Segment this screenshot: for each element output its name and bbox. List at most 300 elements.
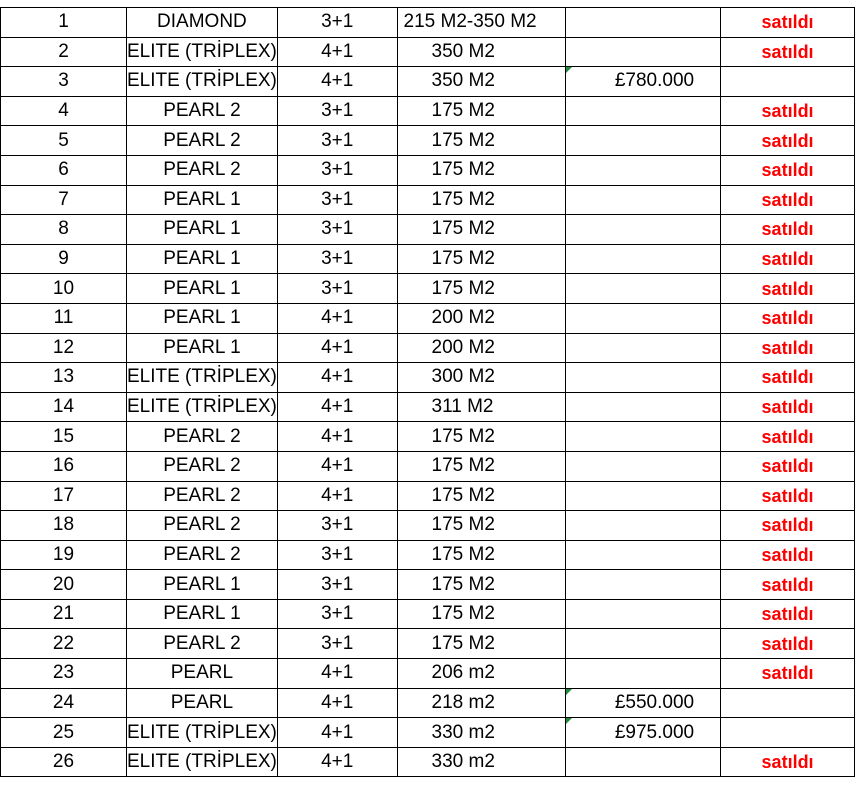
cell-rooms-text: 3+1 [321, 603, 354, 625]
cell-area[interactable] [397, 155, 566, 185]
table-row [1, 8, 855, 38]
cell-type[interactable] [126, 363, 277, 393]
cell-type-text: ELITE (TRİPLEX) [126, 40, 277, 62]
table-row [1, 215, 855, 245]
cell-area[interactable] [397, 747, 566, 777]
cell-rooms-text: 4+1 [321, 396, 354, 418]
cell-number[interactable] [1, 37, 127, 67]
cell-rooms[interactable] [277, 540, 397, 570]
table-row [1, 570, 855, 600]
cell-rooms[interactable] [277, 155, 397, 185]
table-row [1, 688, 855, 718]
cell-status-text: satıldı [761, 160, 814, 181]
cell-status[interactable] [721, 718, 855, 748]
cell-number[interactable] [1, 511, 127, 541]
cell-type[interactable] [126, 244, 277, 274]
cell-status[interactable] [721, 570, 855, 600]
cell-price[interactable] [566, 451, 721, 481]
cell-number[interactable] [1, 126, 127, 156]
cell-status-text: satıldı [761, 101, 814, 122]
cell-rooms[interactable] [277, 747, 397, 777]
cell-price[interactable] [566, 481, 721, 511]
table-row [1, 540, 855, 570]
cell-rooms[interactable] [277, 185, 397, 215]
cell-area-text: 175 M2 [431, 632, 495, 654]
cell-type-text: PEARL 2 [163, 632, 241, 654]
cell-type-text: PEARL 1 [163, 573, 241, 595]
cell-rooms-text: 4+1 [321, 70, 354, 92]
cell-number[interactable] [1, 570, 127, 600]
cell-type[interactable] [126, 274, 277, 304]
cell-rooms-text: 3+1 [321, 188, 354, 210]
cell-area-text: 311 M2 [431, 396, 494, 418]
cell-rooms-text: 3+1 [321, 514, 354, 536]
cell-type[interactable] [126, 185, 277, 215]
cell-price[interactable] [566, 155, 721, 185]
cell-type[interactable] [126, 540, 277, 570]
cell-area-text: 175 M2 [431, 603, 495, 625]
cell-rooms-text: 3+1 [321, 11, 354, 33]
cell-type[interactable] [126, 303, 277, 333]
cell-number-text: 23 [52, 662, 75, 684]
cell-type[interactable] [126, 481, 277, 511]
cell-price[interactable] [566, 274, 721, 304]
cell-status-text: satıldı [761, 544, 814, 565]
cell-rooms-text: 4+1 [321, 484, 354, 506]
cell-price[interactable] [566, 599, 721, 629]
cell-rooms[interactable] [277, 96, 397, 126]
cell-status[interactable] [721, 540, 855, 570]
cell-price[interactable] [566, 659, 721, 689]
cell-area-text: 175 M2 [431, 425, 495, 447]
cell-status[interactable] [721, 659, 855, 689]
cell-type[interactable] [126, 8, 277, 38]
cell-status-text: satıldı [761, 12, 814, 33]
table-row [1, 244, 855, 274]
cell-number[interactable] [1, 67, 127, 97]
cell-area[interactable] [397, 511, 566, 541]
cell-number-text: 22 [52, 632, 75, 654]
cell-rooms-text: 3+1 [321, 129, 354, 151]
table-row [1, 185, 855, 215]
cell-area[interactable] [397, 540, 566, 570]
cell-number[interactable] [1, 155, 127, 185]
cell-number-text: 1 [58, 11, 69, 33]
cell-type-text: PEARL 2 [163, 159, 241, 181]
cell-rooms-text: 3+1 [321, 632, 354, 654]
cell-status[interactable] [721, 481, 855, 511]
cell-price[interactable] [566, 185, 721, 215]
cell-price[interactable] [566, 363, 721, 393]
cell-type[interactable] [126, 659, 277, 689]
cell-type[interactable] [126, 155, 277, 185]
cell-number[interactable] [1, 747, 127, 777]
cell-status-text: satıldı [761, 219, 814, 240]
cell-status[interactable] [721, 392, 855, 422]
cell-type[interactable] [126, 511, 277, 541]
cell-type-text: PEARL 2 [163, 514, 241, 536]
cell-rooms[interactable] [277, 718, 397, 748]
cell-status-text: satıldı [761, 41, 814, 62]
cell-type[interactable] [126, 37, 277, 67]
cell-price[interactable] [566, 67, 721, 97]
cell-price[interactable] [566, 422, 721, 452]
cell-type-text: PEARL 2 [163, 129, 241, 151]
cell-price[interactable] [566, 688, 721, 718]
cell-status[interactable] [721, 629, 855, 659]
cell-area[interactable] [397, 718, 566, 748]
cell-number[interactable] [1, 599, 127, 629]
cell-status[interactable] [721, 599, 855, 629]
cell-status[interactable] [721, 215, 855, 245]
cell-rooms[interactable] [277, 215, 397, 245]
cell-number[interactable] [1, 540, 127, 570]
cell-price[interactable] [566, 215, 721, 245]
cell-number[interactable] [1, 215, 127, 245]
cell-number-text: 19 [52, 543, 75, 565]
cell-status[interactable] [721, 67, 855, 97]
cell-type[interactable] [126, 333, 277, 363]
cell-price[interactable] [566, 511, 721, 541]
cell-rooms-text: 3+1 [321, 248, 354, 270]
cell-type-text: PEARL 1 [163, 603, 241, 625]
cell-rooms-text: 3+1 [321, 543, 354, 565]
cell-area[interactable] [397, 37, 566, 67]
cell-price-text: £975.000 [614, 721, 695, 743]
cell-price[interactable] [566, 718, 721, 748]
cell-status-text: satıldı [761, 189, 814, 210]
cell-rooms[interactable] [277, 481, 397, 511]
cell-rooms[interactable] [277, 126, 397, 156]
cell-area[interactable] [397, 392, 566, 422]
cell-price[interactable] [566, 37, 721, 67]
cell-type[interactable] [126, 688, 277, 718]
cell-price[interactable] [566, 333, 721, 363]
cell-number-text: 4 [58, 100, 69, 122]
cell-number-text: 10 [52, 277, 75, 299]
cell-number-text: 24 [52, 691, 75, 713]
cell-status-text: satıldı [761, 633, 814, 654]
cell-rooms-text: 3+1 [321, 218, 354, 240]
cell-number-text: 21 [52, 603, 75, 625]
cell-price[interactable] [566, 244, 721, 274]
cell-status[interactable] [721, 155, 855, 185]
cell-area-text: 175 M2 [431, 484, 495, 506]
table-row [1, 747, 855, 777]
table-body [1, 8, 855, 777]
cell-rooms-text: 4+1 [321, 691, 354, 713]
cell-price[interactable] [566, 392, 721, 422]
table-row [1, 363, 855, 393]
table-row [1, 511, 855, 541]
cell-price[interactable] [566, 747, 721, 777]
cell-status[interactable] [721, 363, 855, 393]
cell-rooms[interactable] [277, 8, 397, 38]
table-row [1, 481, 855, 511]
cell-status[interactable] [721, 8, 855, 38]
cell-number-text: 7 [58, 188, 69, 210]
table-row [1, 37, 855, 67]
cell-status-text: satıldı [761, 485, 814, 506]
cell-number[interactable] [1, 363, 127, 393]
cell-rooms-text: 4+1 [321, 307, 354, 329]
cell-area[interactable] [397, 599, 566, 629]
cell-number[interactable] [1, 185, 127, 215]
cell-area[interactable] [397, 126, 566, 156]
table-row [1, 126, 855, 156]
cell-area-text: 330 m2 [431, 751, 495, 773]
cell-area-text: 175 M2 [431, 100, 495, 122]
cell-status[interactable] [721, 688, 855, 718]
cell-area[interactable] [397, 303, 566, 333]
cell-number-text: 20 [52, 573, 75, 595]
cell-area-text: 206 m2 [431, 662, 495, 684]
comment-indicator-icon [566, 67, 572, 73]
cell-area[interactable] [397, 451, 566, 481]
cell-type-text: PEARL [170, 662, 234, 684]
cell-number[interactable] [1, 481, 127, 511]
cell-type[interactable] [126, 599, 277, 629]
cell-area[interactable] [397, 363, 566, 393]
cell-number[interactable] [1, 333, 127, 363]
cell-number-text: 13 [52, 366, 75, 388]
cell-status[interactable] [721, 747, 855, 777]
cell-status[interactable] [721, 244, 855, 274]
cell-status[interactable] [721, 511, 855, 541]
cell-rooms-text: 4+1 [321, 336, 354, 358]
table-row [1, 392, 855, 422]
cell-type[interactable] [126, 422, 277, 452]
cell-status[interactable] [721, 451, 855, 481]
cell-status[interactable] [721, 126, 855, 156]
cell-type-text: PEARL 1 [163, 218, 241, 240]
cell-price[interactable] [566, 96, 721, 126]
cell-number-text: 17 [52, 484, 75, 506]
cell-type-text: ELITE (TRİPLEX) [126, 721, 277, 743]
cell-type[interactable] [126, 215, 277, 245]
cell-number-text: 14 [52, 396, 75, 418]
cell-rooms-text: 3+1 [321, 100, 354, 122]
cell-number[interactable] [1, 392, 127, 422]
cell-status-text: satıldı [761, 663, 814, 684]
cell-type[interactable] [126, 67, 277, 97]
cell-rooms[interactable] [277, 570, 397, 600]
cell-number-text: 2 [58, 40, 69, 62]
cell-number[interactable] [1, 629, 127, 659]
cell-area-text: 330 m2 [431, 721, 495, 743]
cell-rooms-text: 4+1 [321, 751, 354, 773]
cell-status-text: satıldı [761, 515, 814, 536]
cell-number-text: 15 [52, 425, 75, 447]
table-row [1, 451, 855, 481]
cell-status-text: satıldı [761, 337, 814, 358]
cell-rooms-text: 3+1 [321, 573, 354, 595]
cell-status-text: satıldı [761, 308, 814, 329]
cell-number[interactable] [1, 274, 127, 304]
cell-area[interactable] [397, 481, 566, 511]
cell-type[interactable] [126, 570, 277, 600]
cell-rooms-text: 4+1 [321, 425, 354, 447]
cell-area-text: 175 M2 [431, 129, 495, 151]
table-row [1, 718, 855, 748]
cell-rooms[interactable] [277, 333, 397, 363]
table-row [1, 659, 855, 689]
cell-rooms[interactable] [277, 422, 397, 452]
cell-rooms[interactable] [277, 392, 397, 422]
cell-type[interactable] [126, 126, 277, 156]
cell-type-text: ELITE (TRİPLEX) [126, 366, 277, 388]
table-row [1, 333, 855, 363]
cell-area[interactable] [397, 422, 566, 452]
cell-type-text: PEARL 2 [163, 100, 241, 122]
cell-type[interactable] [126, 451, 277, 481]
cell-type-text: PEARL 1 [163, 307, 241, 329]
cell-type-text: PEARL 1 [163, 188, 241, 210]
cell-rooms-text: 4+1 [321, 366, 354, 388]
cell-number-text: 6 [58, 159, 69, 181]
cell-number-text: 5 [58, 129, 69, 151]
cell-status-text: satıldı [761, 752, 814, 773]
cell-area[interactable] [397, 688, 566, 718]
cell-type-text: ELITE (TRİPLEX) [126, 396, 277, 418]
cell-type-text: PEARL 2 [163, 425, 241, 447]
cell-rooms[interactable] [277, 363, 397, 393]
cell-price[interactable] [566, 126, 721, 156]
cell-price-text: £550.000 [614, 691, 695, 713]
cell-price-text: £780.000 [614, 70, 695, 92]
cell-type-text: PEARL 2 [163, 484, 241, 506]
cell-status[interactable] [721, 96, 855, 126]
cell-area[interactable] [397, 629, 566, 659]
cell-area-text: 200 M2 [431, 307, 495, 329]
cell-status[interactable] [721, 303, 855, 333]
cell-rooms[interactable] [277, 629, 397, 659]
cell-status[interactable] [721, 185, 855, 215]
cell-price[interactable] [566, 8, 721, 38]
cell-number-text: 26 [52, 751, 75, 773]
cell-type[interactable] [126, 747, 277, 777]
cell-rooms-text: 4+1 [321, 455, 354, 477]
cell-status[interactable] [721, 422, 855, 452]
cell-area[interactable] [397, 274, 566, 304]
table-row [1, 67, 855, 97]
cell-status-text: satıldı [761, 130, 814, 151]
cell-rooms-text: 4+1 [321, 40, 354, 62]
cell-rooms[interactable] [277, 67, 397, 97]
listing-table [0, 7, 855, 777]
cell-area-text: 175 M2 [431, 573, 495, 595]
cell-area-text: 350 M2 [431, 70, 495, 92]
cell-type[interactable] [126, 96, 277, 126]
cell-rooms[interactable] [277, 599, 397, 629]
cell-type-text: PEARL 1 [163, 248, 241, 270]
cell-type-text: ELITE (TRİPLEX) [126, 751, 277, 773]
cell-area[interactable] [397, 185, 566, 215]
cell-rooms[interactable] [277, 274, 397, 304]
cell-area-text: 175 M2 [431, 159, 495, 181]
cell-area-text: 175 M2 [431, 543, 495, 565]
cell-price[interactable] [566, 303, 721, 333]
table-row [1, 274, 855, 304]
cell-area-text: 175 M2 [431, 248, 495, 270]
cell-status-text: satıldı [761, 278, 814, 299]
cell-type-text: ELITE (TRİPLEX) [126, 70, 277, 92]
cell-rooms[interactable] [277, 37, 397, 67]
cell-price[interactable] [566, 540, 721, 570]
table-row [1, 629, 855, 659]
cell-area-text: 175 M2 [431, 218, 495, 240]
cell-status-text: satıldı [761, 249, 814, 270]
cell-area[interactable] [397, 659, 566, 689]
cell-rooms-text: 4+1 [321, 662, 354, 684]
cell-number[interactable] [1, 96, 127, 126]
cell-price[interactable] [566, 629, 721, 659]
comment-indicator-icon [566, 718, 572, 724]
comment-indicator-icon [566, 689, 572, 695]
cell-type-text: DIAMOND [157, 11, 247, 33]
table-row [1, 155, 855, 185]
cell-status-text: satıldı [761, 574, 814, 595]
cell-number[interactable] [1, 244, 127, 274]
cell-area[interactable] [397, 8, 566, 38]
cell-area[interactable] [397, 96, 566, 126]
cell-area[interactable] [397, 333, 566, 363]
cell-number[interactable] [1, 688, 127, 718]
cell-type[interactable] [126, 718, 277, 748]
cell-area[interactable] [397, 215, 566, 245]
cell-rooms[interactable] [277, 688, 397, 718]
cell-number[interactable] [1, 718, 127, 748]
cell-type[interactable] [126, 392, 277, 422]
cell-area[interactable] [397, 67, 566, 97]
table-row [1, 599, 855, 629]
cell-rooms[interactable] [277, 511, 397, 541]
cell-area-text: 175 M2 [431, 188, 495, 210]
cell-area-text: 215 M2-350 M2 [403, 11, 537, 33]
cell-rooms[interactable] [277, 451, 397, 481]
cell-number[interactable] [1, 659, 127, 689]
cell-price[interactable] [566, 570, 721, 600]
cell-area[interactable] [397, 570, 566, 600]
cell-area[interactable] [397, 244, 566, 274]
cell-area-text: 175 M2 [431, 455, 495, 477]
cell-number[interactable] [1, 422, 127, 452]
cell-rooms[interactable] [277, 659, 397, 689]
cell-number-text: 3 [58, 70, 69, 92]
cell-area-text: 218 m2 [431, 691, 495, 713]
cell-status[interactable] [721, 333, 855, 363]
cell-rooms[interactable] [277, 244, 397, 274]
table-row [1, 303, 855, 333]
cell-type[interactable] [126, 629, 277, 659]
cell-status[interactable] [721, 274, 855, 304]
cell-rooms-text: 3+1 [321, 159, 354, 181]
cell-number-text: 25 [52, 721, 75, 743]
cell-number[interactable] [1, 451, 127, 481]
table-row [1, 422, 855, 452]
cell-number[interactable] [1, 303, 127, 333]
table-row [1, 96, 855, 126]
cell-status-text: satıldı [761, 456, 814, 477]
cell-status[interactable] [721, 37, 855, 67]
cell-number-text: 11 [53, 307, 74, 329]
cell-number-text: 12 [52, 336, 75, 358]
cell-area-text: 350 M2 [431, 40, 495, 62]
cell-rooms[interactable] [277, 303, 397, 333]
cell-number[interactable] [1, 8, 127, 38]
cell-type-text: PEARL 1 [163, 336, 241, 358]
cell-type-text: PEARL 2 [163, 455, 241, 477]
